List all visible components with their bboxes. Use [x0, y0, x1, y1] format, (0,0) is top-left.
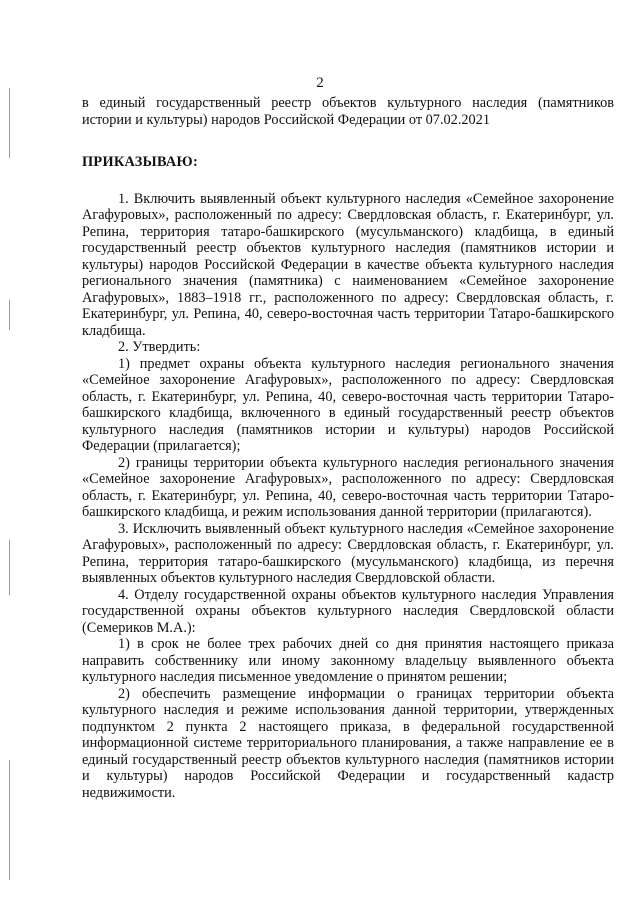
paragraph-item-1: 1. Включить выявленный объект культурного наследия «Семейное захоронение Агафуровых», расположенный по адресу: Свердловская область, г. Екатеринбург, ул. Репина, территория татаро-башкирского (мусульманского) кладбища, в единый государственный реестр объектов культурного наследия (памятников истории и культуры) народов Российской Федерации в качестве объекта культурного наследия регионального значения (памятника) с наименованием «Семейное захоронение Агафуровых», 1883–1918 гг., расположенного по адресу: Свердловская область, г. Екатеринбург, ул. Репина, 40, северо-восточная часть территории Татаро-башкирского кладбища. — [82, 190, 614, 339]
document-body — [82, 95, 614, 801]
paragraph-item-4: 4. Отделу государственной охраны объектов культурного наследия Управления государственной охраны объектов культурного наследия Свердловской области (Семериков М.А.): — [82, 586, 614, 636]
paragraph-item-2-1: 1) предмет охраны объекта культурного наследия регионального значения «Семейное захоронение Агафуровых», расположенного по адресу: Свердловская область, г. Екатеринбург, ул. Репина, 40, северо-восточная часть территории Татаро-башкирского кладбища, включенного в единый государственный реестр объектов культурного наследия (памятников истории и культуры) народов Российской Федерации (прилагается); — [82, 355, 614, 454]
scan-margin-mark — [9, 760, 10, 880]
paragraph-item-4-2: 2) обеспечить размещение информации о границах территории объекта культурного наследия и режиме использования данной территории, утвержденных подпунктом 2 пункта 2 настоящего приказа, в федеральной государственной информационной системе территориального планирования, а также направление ее в единый государственный реестр объектов культурного наследия (памятников истории и культуры) народов Российской Федерации и государственный кадастр недвижимости. — [82, 685, 614, 801]
scan-margin-mark — [9, 88, 10, 158]
paragraph-item-2: 2. Утвердить: — [118, 339, 201, 355]
scan-margin-mark — [9, 300, 10, 330]
paragraph-item-4-1: 1) в срок не более трех рабочих дней со дня принятия настоящего приказа направить собственнику или иному законному владельцу выявленного объекта культурного наследия письменное уведомление о принятом решении; — [82, 636, 614, 685]
order-heading: ПРИКАЗЫВАЮ: — [82, 154, 199, 170]
paragraph-item-3: 3. Исключить выявленный объект культурного наследия «Семейное захоронение Агафуровых», расположенный по адресу: Свердловская область, г. Екатеринбург, ул. Репина, территория татаро-башкирского (мусульманского) кладбища, из перечня выявленных объектов культурного наследия Свердловской области. — [82, 520, 614, 586]
intro-paragraph: в единый государственный реестр объектов культурного наследия (памятников истории и культуры) народов Российской Федерации от 07.02.2021 — [82, 95, 614, 128]
page-number: 2 — [316, 75, 324, 91]
scan-margin-mark — [9, 540, 10, 595]
paragraph-item-2-2: 2) границы территории объекта культурного наследия регионального значения «Семейное захоронение Агафуровых», расположенного по адресу: Свердловская область, г. Екатеринбург, ул. Репина, 40, северо-восточная часть территории Татаро-башкирского кладбища, и режим использования данной территории (прилагаются). — [82, 454, 614, 520]
